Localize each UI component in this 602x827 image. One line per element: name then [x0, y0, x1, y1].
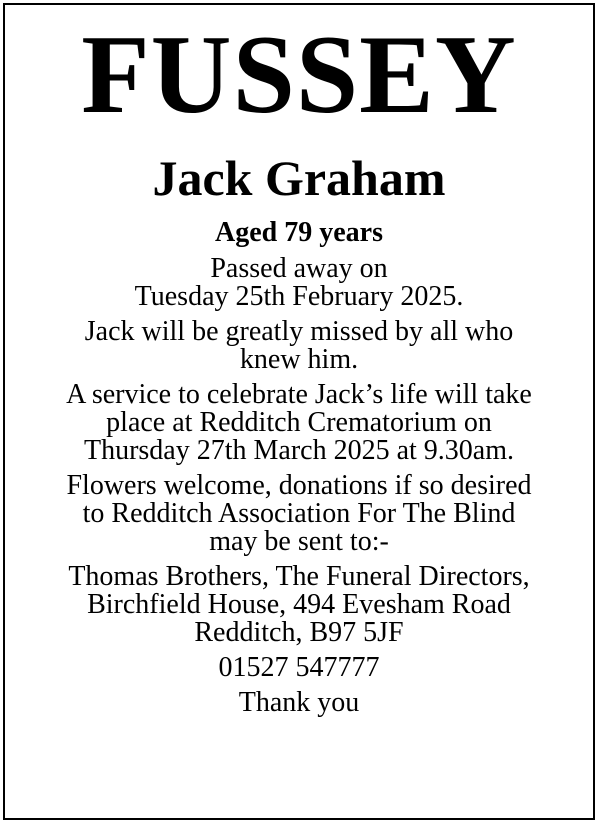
closing-line: Thank you	[238, 687, 360, 718]
missed-line: knew him.	[239, 344, 359, 375]
death-notice	[3, 3, 595, 820]
service-line: Thursday 27th March 2025 at 9.30am.	[83, 435, 515, 466]
service-line: place at Redditch Crematorium on	[106, 407, 492, 438]
flowers-paragraph	[13, 472, 585, 556]
missed-line: Jack will be greatly missed by all who	[84, 316, 514, 347]
funeral-director-line: Thomas Brothers, The Funeral Directors,	[68, 561, 530, 592]
flowers-line: may be sent to:-	[209, 526, 389, 557]
full-name-heading: Jack Graham	[152, 150, 446, 206]
service-paragraph	[13, 381, 585, 465]
passed-away-paragraph	[13, 255, 585, 311]
funeral-director-line: Redditch, B97 5JF	[194, 617, 404, 648]
age-line: Aged 79 years	[215, 217, 383, 248]
missed-paragraph	[13, 318, 585, 374]
surname-heading: FUSSEY	[81, 13, 517, 137]
flowers-line: to Redditch Association For The Blind	[82, 498, 516, 529]
service-line: A service to celebrate Jack’s life will take	[66, 379, 532, 410]
phone-number: 01527 547777	[218, 652, 380, 683]
passed-away-date: Tuesday 25th February 2025.	[134, 281, 464, 312]
funeral-director-paragraph	[13, 563, 585, 647]
notice-body	[13, 219, 585, 724]
passed-away-line: Passed away on	[210, 253, 388, 284]
flowers-line: Flowers welcome, donations if so desired	[66, 470, 532, 501]
funeral-director-line: Birchfield House, 494 Evesham Road	[87, 589, 511, 620]
